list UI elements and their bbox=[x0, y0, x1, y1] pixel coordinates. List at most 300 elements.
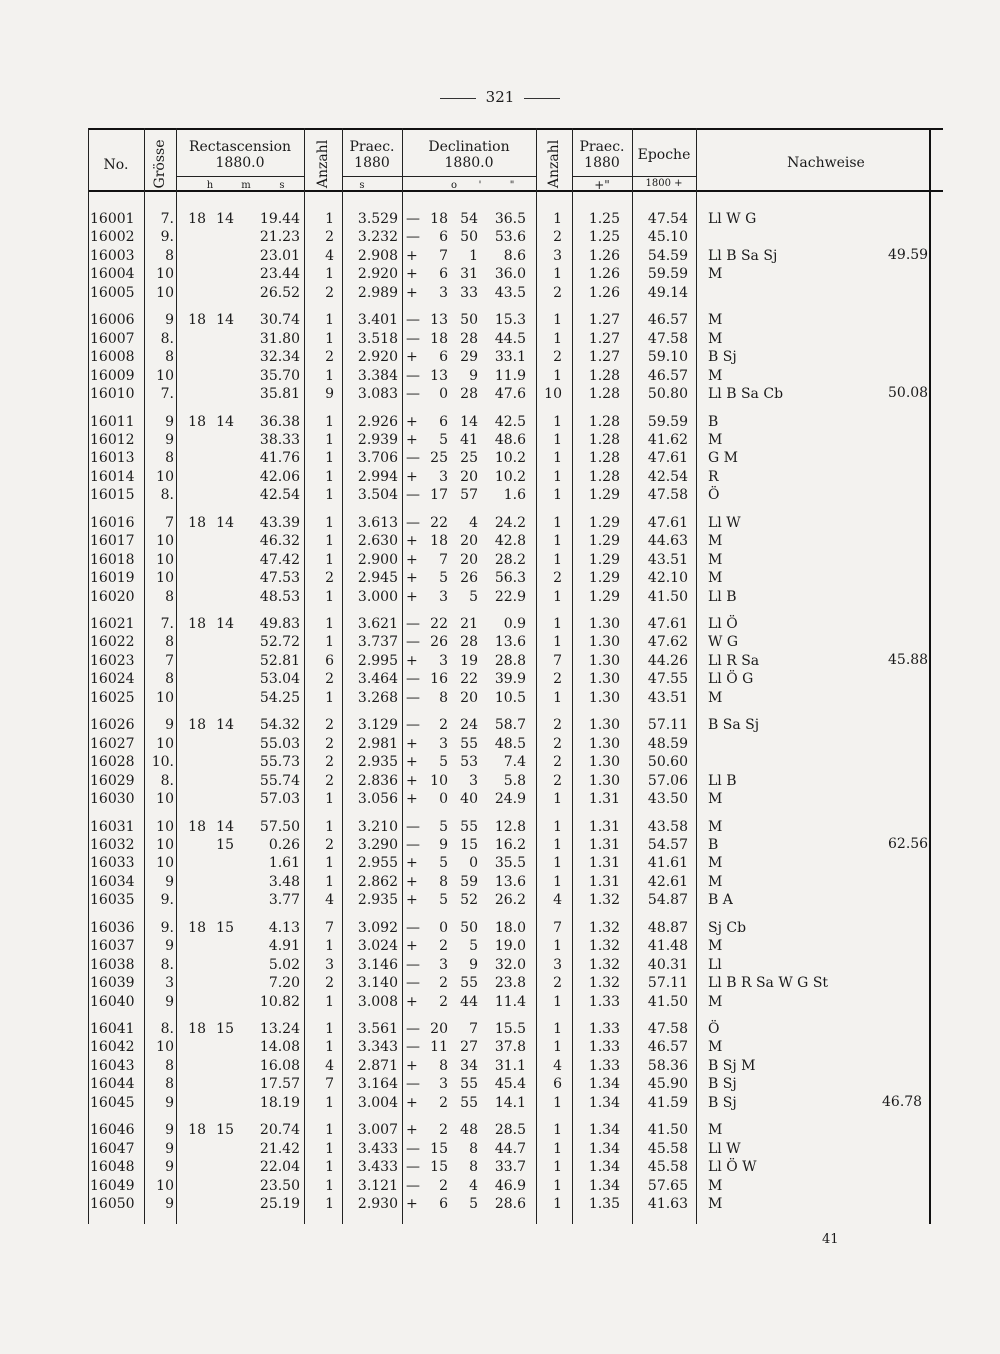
cell-epoche: 50.60 bbox=[647, 754, 688, 771]
cell-ra-s: 21.42 bbox=[259, 1140, 300, 1157]
cell-nachweise: M bbox=[708, 367, 723, 384]
cell-dec-sec: 13.6 bbox=[494, 634, 526, 651]
cell-praec-2: 1.29 bbox=[588, 551, 620, 568]
cell-groesse: 10 bbox=[156, 468, 174, 485]
cell-nachweise: M bbox=[708, 993, 723, 1010]
cell-anzahl-2: 1 bbox=[553, 533, 562, 550]
cell-epoche: 41.62 bbox=[647, 431, 688, 448]
cell-praec: 3.504 bbox=[357, 487, 398, 504]
cell-no: 16016 bbox=[90, 514, 135, 531]
cell-no: 16034 bbox=[90, 873, 135, 890]
table-row bbox=[88, 385, 929, 403]
cell-praec-2: 1.30 bbox=[588, 634, 620, 651]
cell-dec-min: 1 bbox=[469, 247, 478, 264]
cell-groesse: 7. bbox=[160, 616, 174, 632]
cell-praec-2: 1.27 bbox=[588, 312, 620, 329]
cell-anzahl-2: 2 bbox=[553, 671, 562, 688]
cell-dec-min: 54 bbox=[460, 211, 478, 227]
cell-ra-s: 25.19 bbox=[259, 1196, 300, 1213]
cell-ra-s: 13.24 bbox=[259, 1021, 300, 1037]
cell-anzahl-2: 1 bbox=[553, 1177, 562, 1194]
table-row bbox=[88, 891, 929, 909]
cell-epoche: 45.58 bbox=[647, 1159, 688, 1176]
cell-praec-2: 1.32 bbox=[588, 956, 620, 973]
cell-groesse: 10 bbox=[156, 1039, 174, 1056]
cell-nachweise: Ll B R Sa W G St bbox=[708, 975, 829, 992]
cell-ra-s: 23.50 bbox=[259, 1177, 300, 1194]
cell-anzahl-2: 1 bbox=[553, 855, 562, 872]
cell-dec-min: 28 bbox=[460, 330, 478, 347]
cell-praec: 3.343 bbox=[357, 1039, 398, 1056]
cell-dec-deg: 8 bbox=[439, 689, 448, 706]
cell-dec-sign: — bbox=[406, 312, 420, 329]
cell-praec: 3.706 bbox=[357, 450, 398, 467]
cell-epoche: 41.50 bbox=[647, 993, 688, 1010]
cell-praec-2: 1.31 bbox=[588, 855, 620, 872]
cell-nachweise: W G bbox=[708, 634, 739, 651]
cell-no: 16030 bbox=[90, 791, 135, 808]
cell-epoche: 48.59 bbox=[647, 735, 688, 752]
table-row bbox=[88, 431, 929, 449]
cell-groesse: 8 bbox=[165, 1076, 174, 1093]
cell-anzahl-2: 10 bbox=[544, 386, 562, 403]
cell-epoche: 43.58 bbox=[647, 818, 688, 835]
side-note: 45.88 bbox=[888, 651, 929, 668]
cell-dec-min: 4 bbox=[469, 1177, 478, 1194]
cell-anzahl-2: 1 bbox=[553, 330, 562, 347]
cell-nachweise: M bbox=[708, 873, 723, 890]
cell-praec-2: 1.29 bbox=[588, 514, 620, 531]
cell-praec: 3.621 bbox=[357, 616, 398, 632]
cell-nachweise: Ll bbox=[708, 956, 722, 973]
cell-ra-h: 18 bbox=[188, 211, 206, 227]
cell-praec-2: 1.30 bbox=[588, 735, 620, 752]
cell-nachweise: Ll Ö W bbox=[708, 1159, 757, 1176]
table-row bbox=[88, 772, 929, 790]
cell-dec-sign: + bbox=[406, 855, 418, 872]
cell-nachweise: Ll W G bbox=[708, 211, 757, 227]
cell-epoche: 41.50 bbox=[647, 588, 688, 605]
cell-epoche: 54.57 bbox=[647, 836, 688, 853]
cell-epoche: 46.57 bbox=[647, 312, 688, 329]
cell-no: 16048 bbox=[90, 1159, 135, 1176]
cell-anzahl: 1 bbox=[325, 588, 334, 605]
table-row bbox=[88, 956, 929, 974]
cell-nachweise: Ll W bbox=[708, 514, 741, 531]
cell-nachweise: B Sj bbox=[708, 1094, 737, 1111]
cell-dec-deg: 13 bbox=[430, 312, 448, 329]
cell-praec: 3.613 bbox=[357, 514, 398, 531]
cell-no: 16050 bbox=[90, 1196, 135, 1213]
cell-praec-2: 1.28 bbox=[588, 386, 620, 403]
cell-no: 16017 bbox=[90, 533, 135, 550]
cell-dec-sign: — bbox=[406, 634, 420, 651]
cell-anzahl-2: 1 bbox=[553, 431, 562, 448]
cell-epoche: 47.58 bbox=[647, 1021, 688, 1037]
cell-anzahl: 2 bbox=[325, 671, 334, 688]
cell-ra-s: 3.77 bbox=[268, 892, 300, 909]
cell-dec-sign: + bbox=[406, 266, 418, 283]
header-no: No. bbox=[103, 157, 129, 173]
cell-dec-min: 55 bbox=[460, 1076, 478, 1093]
cell-ra-s: 31.80 bbox=[259, 330, 300, 347]
cell-dec-min: 7 bbox=[469, 1021, 478, 1037]
cell-praec-2: 1.30 bbox=[588, 652, 620, 669]
header-ra-h: h bbox=[206, 180, 214, 191]
cell-ra-s: 46.32 bbox=[259, 533, 300, 550]
cell-no: 16004 bbox=[90, 266, 135, 283]
cell-dec-min: 27 bbox=[460, 1039, 478, 1056]
cell-praec: 2.939 bbox=[357, 431, 398, 448]
cell-groesse: 8. bbox=[160, 772, 174, 789]
cell-no: 16020 bbox=[90, 588, 135, 605]
table-row bbox=[88, 1020, 929, 1038]
cell-dec-sec: 56.3 bbox=[494, 570, 526, 587]
cell-dec-min: 50 bbox=[460, 919, 478, 936]
cell-ra-s: 52.72 bbox=[259, 634, 300, 651]
cell-dec-deg: 6 bbox=[439, 229, 448, 246]
cell-nachweise: M bbox=[708, 818, 723, 835]
table-row bbox=[88, 569, 929, 587]
cell-nachweise: G M bbox=[708, 450, 738, 467]
cell-epoche: 50.80 bbox=[647, 386, 688, 403]
table-row bbox=[88, 836, 929, 854]
cell-dec-min: 40 bbox=[460, 791, 478, 808]
cell-nachweise: B Sj bbox=[708, 1076, 737, 1093]
cell-epoche: 59.59 bbox=[647, 266, 688, 283]
header-ra-epoch: 1880.0 bbox=[215, 155, 265, 171]
cell-dec-deg: 6 bbox=[439, 1196, 448, 1213]
cell-groesse: 9 bbox=[165, 938, 174, 955]
cell-dec-sec: 44.7 bbox=[494, 1140, 526, 1157]
cell-praec: 2.871 bbox=[357, 1057, 398, 1074]
cell-no: 16046 bbox=[90, 1122, 135, 1139]
cell-anzahl-2: 1 bbox=[553, 1039, 562, 1056]
table-row bbox=[88, 330, 929, 348]
cell-praec-2: 1.30 bbox=[588, 754, 620, 771]
cell-ra-s: 18.19 bbox=[259, 1094, 300, 1111]
cell-praec: 3.737 bbox=[357, 634, 398, 651]
cell-anzahl: 1 bbox=[325, 616, 334, 632]
cell-nachweise: Ll B bbox=[708, 772, 737, 789]
cell-ra-s: 32.34 bbox=[259, 349, 300, 366]
cell-no: 16040 bbox=[90, 993, 135, 1010]
cell-praec-2: 1.28 bbox=[588, 367, 620, 384]
cell-praec: 3.433 bbox=[357, 1140, 398, 1157]
cell-praec: 3.268 bbox=[357, 689, 398, 706]
cell-nachweise: Ö bbox=[708, 1021, 720, 1037]
cell-anzahl: 1 bbox=[325, 211, 334, 227]
cell-anzahl: 1 bbox=[325, 266, 334, 283]
cell-dec-sec: 15.3 bbox=[494, 312, 526, 329]
cell-groesse: 9. bbox=[160, 919, 174, 936]
cell-dec-sign: — bbox=[406, 919, 420, 936]
cell-anzahl: 1 bbox=[325, 468, 334, 485]
table-row bbox=[88, 247, 929, 265]
cell-nachweise: M bbox=[708, 551, 723, 568]
cell-ra-s: 42.06 bbox=[259, 468, 300, 485]
table-row bbox=[88, 1075, 929, 1093]
cell-anzahl: 2 bbox=[325, 836, 334, 853]
cell-ra-s: 1.61 bbox=[268, 855, 300, 872]
cell-dec-sec: 45.4 bbox=[494, 1076, 526, 1093]
cell-dec-sec: 33.7 bbox=[494, 1159, 526, 1176]
cell-anzahl: 1 bbox=[325, 1021, 334, 1037]
cell-no: 16035 bbox=[90, 892, 135, 909]
cell-anzahl-2: 7 bbox=[553, 652, 562, 669]
cell-dec-sec: 48.5 bbox=[494, 735, 526, 752]
cell-anzahl-2: 1 bbox=[553, 450, 562, 467]
header-praec: Praec. bbox=[349, 139, 395, 155]
cell-groesse: 10 bbox=[156, 570, 174, 587]
table-row bbox=[88, 652, 929, 670]
cell-no: 16006 bbox=[90, 312, 135, 329]
cell-ra-m: 14 bbox=[216, 413, 234, 430]
cell-dec-deg: 18 bbox=[430, 211, 448, 227]
cell-no: 16028 bbox=[90, 754, 135, 771]
cell-anzahl: 2 bbox=[325, 975, 334, 992]
cell-nachweise: Sj Cb bbox=[708, 919, 747, 936]
cell-praec: 2.900 bbox=[357, 551, 398, 568]
cell-dec-sign: + bbox=[406, 1057, 418, 1074]
table-row bbox=[88, 615, 929, 633]
cell-anzahl: 1 bbox=[325, 1094, 334, 1111]
cell-groesse: 8. bbox=[160, 1021, 174, 1037]
cell-dec-deg: 2 bbox=[439, 975, 448, 992]
cell-praec-2: 1.32 bbox=[588, 892, 620, 909]
cell-dec-deg: 13 bbox=[430, 367, 448, 384]
cell-praec: 3.384 bbox=[357, 367, 398, 384]
cell-praec: 2.989 bbox=[357, 284, 398, 301]
cell-dec-deg: 7 bbox=[439, 551, 448, 568]
cell-dec-min: 9 bbox=[469, 956, 478, 973]
cell-groesse: 8 bbox=[165, 247, 174, 264]
cell-dec-min: 55 bbox=[460, 975, 478, 992]
cell-praec-2: 1.25 bbox=[588, 211, 620, 227]
cell-dec-sec: 8.6 bbox=[503, 247, 526, 264]
cell-epoche: 47.61 bbox=[647, 450, 688, 467]
cell-groesse: 7. bbox=[160, 386, 174, 403]
cell-groesse: 10 bbox=[156, 1177, 174, 1194]
table-row bbox=[88, 1195, 929, 1213]
cell-no: 16031 bbox=[90, 818, 135, 835]
side-note: 46.78 bbox=[882, 1093, 923, 1110]
cell-anzahl: 1 bbox=[325, 367, 334, 384]
cell-dec-min: 5 bbox=[469, 1196, 478, 1213]
cell-dec-deg: 2 bbox=[439, 938, 448, 955]
cell-groesse: 9 bbox=[165, 1140, 174, 1157]
cell-no: 16029 bbox=[90, 772, 135, 789]
cell-praec: 2.908 bbox=[357, 247, 398, 264]
cell-dec-deg: 20 bbox=[430, 1021, 448, 1037]
cell-dec-sign: — bbox=[406, 671, 420, 688]
cell-anzahl: 1 bbox=[325, 1177, 334, 1194]
cell-dec-sign: + bbox=[406, 247, 418, 264]
cell-praec-2: 1.28 bbox=[588, 413, 620, 430]
table-row bbox=[88, 367, 929, 385]
cell-nachweise: M bbox=[708, 855, 723, 872]
cell-epoche: 43.50 bbox=[647, 791, 688, 808]
cell-anzahl: 1 bbox=[325, 855, 334, 872]
cell-dec-deg: 7 bbox=[439, 247, 448, 264]
cell-anzahl: 2 bbox=[325, 735, 334, 752]
cell-groesse: 10 bbox=[156, 791, 174, 808]
cell-epoche: 47.61 bbox=[647, 616, 688, 632]
cell-ra-m: 14 bbox=[216, 818, 234, 835]
cell-groesse: 7. bbox=[160, 211, 174, 227]
table-row bbox=[88, 735, 929, 753]
cell-ra-s: 55.74 bbox=[259, 772, 300, 789]
table-row bbox=[88, 974, 929, 992]
cell-dec-min: 4 bbox=[469, 514, 478, 531]
cell-ra-m: 14 bbox=[216, 717, 234, 734]
cell-dec-sign: + bbox=[406, 431, 418, 448]
cell-epoche: 42.54 bbox=[647, 468, 688, 485]
cell-praec-2: 1.25 bbox=[588, 229, 620, 246]
cell-praec-2: 1.29 bbox=[588, 588, 620, 605]
cell-nachweise: Ö bbox=[708, 487, 720, 504]
cell-dec-sec: 42.8 bbox=[494, 533, 526, 550]
cell-anzahl-2: 2 bbox=[553, 975, 562, 992]
cell-anzahl-2: 2 bbox=[553, 717, 562, 734]
cell-no: 16039 bbox=[90, 975, 135, 992]
cell-anzahl-2: 1 bbox=[553, 873, 562, 890]
cell-no: 16032 bbox=[90, 836, 135, 853]
cell-ra-m: 14 bbox=[216, 616, 234, 632]
cell-praec-2: 1.34 bbox=[588, 1140, 620, 1157]
cell-no: 16024 bbox=[90, 671, 135, 688]
header-dec-min: ' bbox=[478, 180, 482, 191]
table-row bbox=[88, 311, 929, 329]
cell-dec-deg: 3 bbox=[439, 468, 448, 485]
cell-dec-deg: 8 bbox=[439, 873, 448, 890]
cell-dec-sec: 24.2 bbox=[494, 514, 526, 531]
cell-epoche: 44.63 bbox=[647, 533, 688, 550]
cell-groesse: 8 bbox=[165, 349, 174, 366]
cell-anzahl: 2 bbox=[325, 754, 334, 771]
cell-dec-sign: — bbox=[406, 1039, 420, 1056]
table-row bbox=[88, 551, 929, 569]
cell-dec-sec: 28.6 bbox=[494, 1196, 526, 1213]
cell-praec-2: 1.31 bbox=[588, 836, 620, 853]
cell-anzahl: 1 bbox=[325, 1140, 334, 1157]
cell-anzahl: 1 bbox=[325, 413, 334, 430]
header-dec-deg: o bbox=[450, 180, 458, 191]
cell-anzahl-2: 6 bbox=[553, 1076, 562, 1093]
cell-dec-deg: 26 bbox=[430, 634, 448, 651]
cell-epoche: 46.57 bbox=[647, 367, 688, 384]
cell-dec-deg: 5 bbox=[439, 754, 448, 771]
cell-ra-s: 57.50 bbox=[259, 818, 300, 835]
cell-dec-sign: — bbox=[406, 1177, 420, 1194]
cell-groesse: 9 bbox=[165, 993, 174, 1010]
table-row bbox=[88, 873, 929, 891]
cell-praec-2: 1.31 bbox=[588, 791, 620, 808]
cell-ra-s: 10.82 bbox=[259, 993, 300, 1010]
cell-no: 16025 bbox=[90, 689, 135, 706]
cell-epoche: 44.26 bbox=[647, 652, 688, 669]
cell-no: 16047 bbox=[90, 1140, 135, 1157]
cell-ra-h: 18 bbox=[188, 312, 206, 329]
header-ra: Rectascension bbox=[188, 139, 292, 155]
cell-anzahl: 1 bbox=[325, 1122, 334, 1139]
cell-anzahl-2: 2 bbox=[553, 735, 562, 752]
cell-anzahl-2: 2 bbox=[553, 772, 562, 789]
cell-ra-m: 15 bbox=[216, 836, 234, 853]
cell-dec-sign: + bbox=[406, 284, 418, 301]
cell-praec: 3.092 bbox=[357, 919, 398, 936]
cell-praec-2: 1.30 bbox=[588, 671, 620, 688]
cell-ra-s: 55.73 bbox=[259, 754, 300, 771]
header-dec: Declination bbox=[428, 139, 510, 155]
cell-groesse: 9. bbox=[160, 892, 174, 909]
cell-ra-s: 20.74 bbox=[259, 1122, 300, 1139]
cell-anzahl-2: 1 bbox=[553, 266, 562, 283]
cell-dec-deg: 3 bbox=[439, 735, 448, 752]
cell-praec: 2.836 bbox=[357, 772, 398, 789]
cell-nachweise: B A bbox=[708, 892, 733, 909]
cell-dec-min: 29 bbox=[460, 349, 478, 366]
cell-praec: 2.630 bbox=[357, 533, 398, 550]
cell-praec-2: 1.34 bbox=[588, 1177, 620, 1194]
cell-ra-s: 42.54 bbox=[259, 487, 300, 504]
cell-anzahl-2: 4 bbox=[553, 1057, 562, 1074]
cell-dec-sign: — bbox=[406, 229, 420, 246]
cell-dec-sign: + bbox=[406, 551, 418, 568]
cell-dec-sign: + bbox=[406, 652, 418, 669]
cell-anzahl-2: 2 bbox=[553, 570, 562, 587]
cell-praec: 3.401 bbox=[357, 312, 398, 329]
cell-dec-sign: + bbox=[406, 570, 418, 587]
footer-number: 41 bbox=[822, 1232, 839, 1247]
cell-ra-s: 0.26 bbox=[268, 836, 300, 853]
cell-praec: 3.129 bbox=[357, 717, 398, 734]
header-ra-m: m bbox=[241, 180, 251, 191]
cell-ra-m: 15 bbox=[216, 1122, 234, 1139]
cell-dec-deg: 22 bbox=[430, 616, 448, 632]
cell-dec-sec: 7.4 bbox=[503, 754, 526, 771]
cell-dec-sign: — bbox=[406, 1140, 420, 1157]
cell-praec-2: 1.35 bbox=[588, 1196, 620, 1213]
cell-dec-sign: — bbox=[406, 330, 420, 347]
cell-dec-sign: — bbox=[406, 1159, 420, 1176]
cell-nachweise: M bbox=[708, 312, 723, 329]
cell-dec-deg: 5 bbox=[439, 818, 448, 835]
cell-praec: 3.146 bbox=[357, 956, 398, 973]
table-row bbox=[88, 210, 929, 228]
cell-groesse: 10 bbox=[156, 735, 174, 752]
cell-dec-sign: — bbox=[406, 487, 420, 504]
cell-anzahl-2: 1 bbox=[553, 689, 562, 706]
cell-praec: 3.518 bbox=[357, 330, 398, 347]
cell-dec-min: 28 bbox=[460, 634, 478, 651]
cell-ra-s: 36.38 bbox=[259, 413, 300, 430]
cell-praec-2: 1.33 bbox=[588, 1057, 620, 1074]
cell-groesse: 9. bbox=[160, 229, 174, 246]
cell-anzahl-2: 1 bbox=[553, 367, 562, 384]
cell-dec-sign: — bbox=[406, 211, 420, 227]
cell-groesse: 10 bbox=[156, 689, 174, 706]
cell-praec-2: 1.27 bbox=[588, 349, 620, 366]
header-epoche: Epoche bbox=[637, 147, 691, 163]
cell-ra-s: 17.57 bbox=[259, 1076, 300, 1093]
cell-epoche: 41.61 bbox=[647, 855, 688, 872]
cell-praec-2: 1.31 bbox=[588, 873, 620, 890]
cell-dec-sec: 36.0 bbox=[494, 266, 526, 283]
cell-dec-sign: — bbox=[406, 717, 420, 734]
table-row bbox=[88, 228, 929, 246]
cell-anzahl: 1 bbox=[325, 818, 334, 835]
